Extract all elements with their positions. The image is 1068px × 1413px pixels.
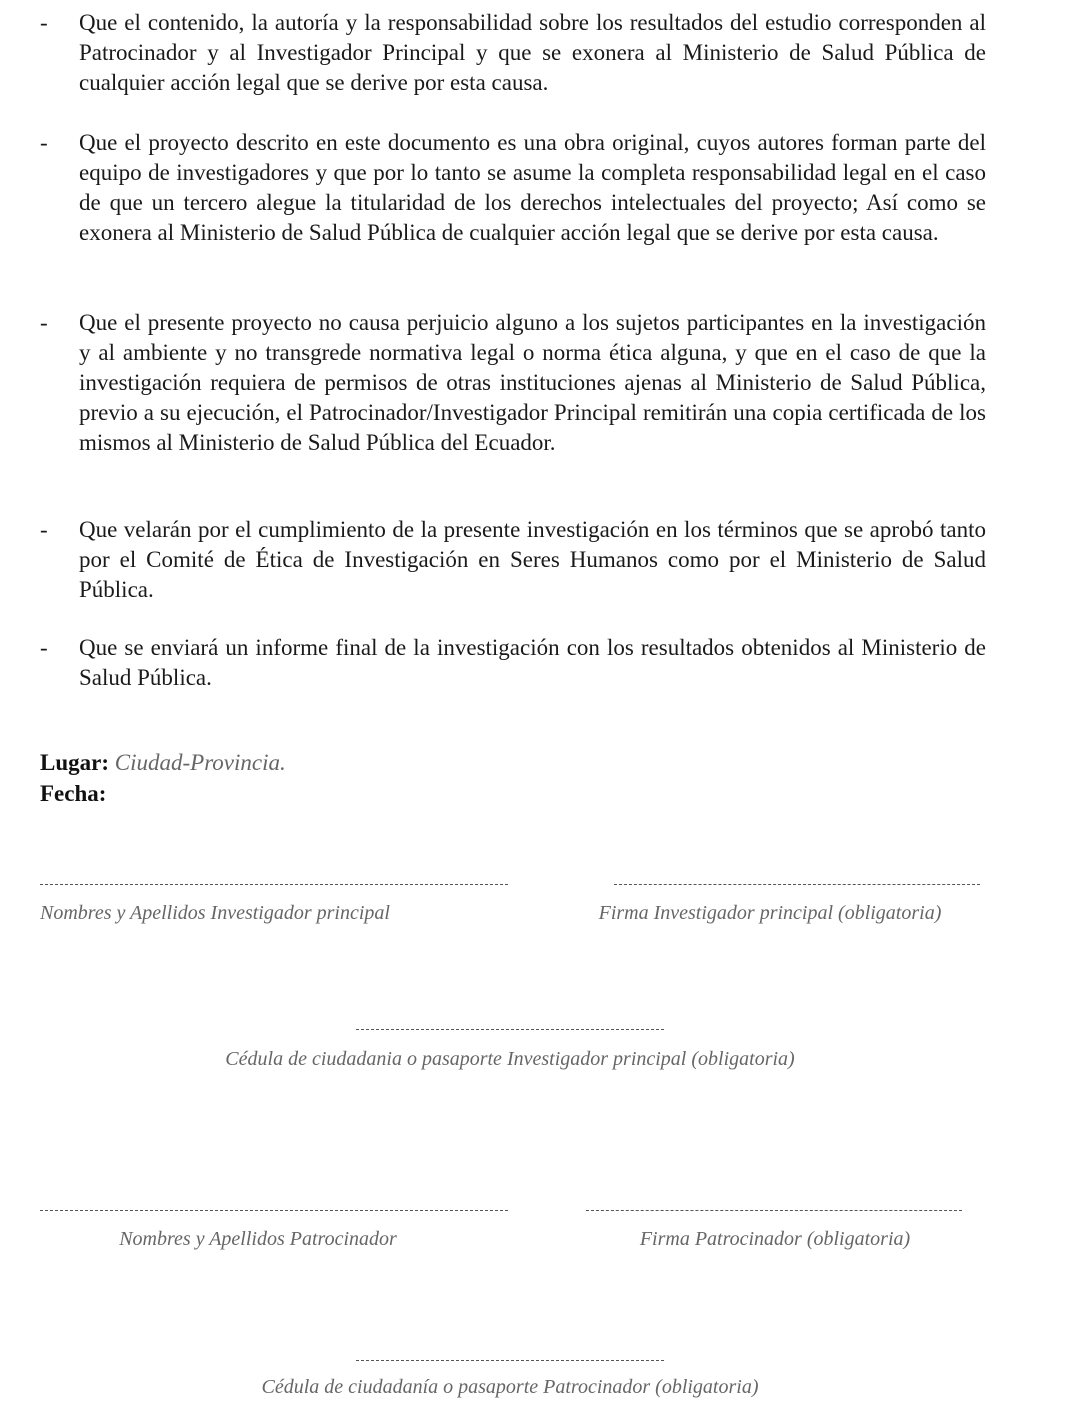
clause-authorship — [36, 8, 986, 98]
bullet-dash: - — [40, 130, 48, 155]
investigator-id-line — [356, 1029, 664, 1030]
clause-text: Que se enviará un informe final de la investigación con los resultados obtenidos al Ministerio de Salud Pública. — [79, 635, 986, 690]
date-label: Fecha: — [40, 781, 107, 806]
bullet-dash: - — [40, 10, 48, 35]
investigator-name-caption: Nombres y Apellidos Investigador principal — [40, 902, 390, 924]
clause-no-harm — [36, 308, 986, 458]
bullet-dash: - — [40, 517, 48, 542]
place-line — [40, 748, 286, 778]
place-label: Lugar: — [40, 750, 109, 775]
bullet-dash: - — [40, 635, 48, 660]
investigator-signature-caption: Firma Investigador principal (obligatoria) — [598, 902, 942, 924]
sponsor-name-line — [40, 1210, 508, 1211]
investigator-id-caption: Cédula de ciudadania o pasaporte Investigador principal (obligatoria) — [225, 1048, 795, 1070]
clause-text: Que velarán por el cumplimiento de la presente investigación en los términos que se aprobó tanto por el Comité de Ética de Investigación en Seres Humanos como por el Ministerio de Salud Pública. — [79, 517, 986, 602]
bullet-dash: - — [40, 310, 48, 335]
sponsor-signature-line — [586, 1210, 962, 1211]
clause-text: Que el contenido, la autoría y la responsabilidad sobre los resultados del estudio corresponden al Patrocinador y al Investigador Principal y que se exonera al Ministerio de Salud Pública de cualquier acción legal que se derive por esta causa. — [79, 10, 986, 95]
investigator-name-line — [40, 884, 508, 885]
clause-final-report — [36, 633, 986, 693]
sponsor-id-caption: Cédula de ciudadanía o pasaporte Patrocinador (obligatoria) — [261, 1376, 759, 1398]
clause-text: Que el proyecto descrito en este documento es una obra original, cuyos autores forman parte del equipo de investigadores y que por lo tanto se asume la completa responsabilidad legal en el caso de que un tercero alegue la titularidad de los derechos intelectuales del proyecto; Así como se exonera al Ministerio de Salud Pública de cualquier acción legal que se derive por esta causa. — [79, 130, 986, 245]
clause-compliance — [36, 515, 986, 605]
date-line — [40, 779, 106, 809]
sponsor-id-line — [356, 1360, 664, 1361]
sponsor-name-caption: Nombres y Apellidos Patrocinador — [119, 1228, 397, 1250]
place-value: Ciudad-Provincia. — [114, 750, 286, 775]
clause-text: Que el presente proyecto no causa perjuicio alguno a los sujetos participantes en la investigación y al ambiente y no transgrede normativa legal o norma ética alguna, y que en el caso de que la investigación requiera de permisos de otras instituciones ajenas al Ministerio de Salud Pública, previo a su ejecución, el Patrocinador/Investigador Principal remitirán una copia certificada de los mismos al Ministerio de Salud Pública del Ecuador. — [79, 310, 986, 455]
sponsor-signature-caption: Firma Patrocinador (obligatoria) — [639, 1228, 911, 1250]
clause-originality — [36, 128, 986, 248]
investigator-signature-line — [614, 884, 980, 885]
